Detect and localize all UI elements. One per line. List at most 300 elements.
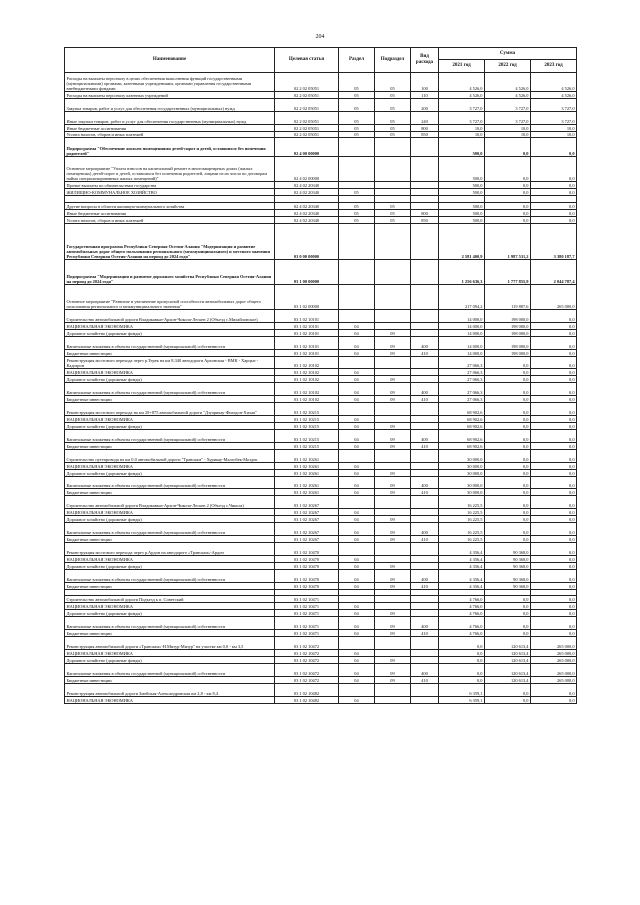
table-row bbox=[65, 202, 577, 209]
cell-2023: 0,0 bbox=[531, 336, 577, 349]
header-expense-type: Вид расхода bbox=[411, 48, 439, 73]
cell-2023: 265 000,0 bbox=[531, 663, 577, 676]
cell-2022: 90 368,0 bbox=[485, 562, 531, 569]
cell-2023: 0,0 bbox=[531, 416, 577, 423]
cell-2022: 3 727,0 bbox=[485, 111, 531, 124]
cell-2023: 4 526,0 bbox=[531, 91, 577, 98]
cell-subsection bbox=[375, 683, 411, 696]
cell-expense-type bbox=[411, 656, 439, 663]
cell-subsection bbox=[375, 449, 411, 462]
cell-name: НАЦИОНАЛЬНАЯ ЭКОНОМИКА bbox=[65, 369, 275, 376]
cell-expense-type bbox=[411, 416, 439, 423]
cell-2023: 0,0 bbox=[531, 523, 577, 536]
cell-2021 bbox=[439, 589, 485, 596]
cell-section bbox=[339, 683, 375, 696]
table-row bbox=[65, 663, 577, 676]
header-subsection: Подраздел bbox=[375, 48, 411, 73]
table-row bbox=[65, 285, 577, 310]
cell-section bbox=[339, 223, 375, 260]
cell-target-article: 03 1 02 10102 bbox=[275, 356, 339, 369]
cell-2022 bbox=[485, 195, 531, 202]
cell-2022: 0,0 bbox=[485, 469, 531, 476]
cell-name: Закупка товаров, работ и услуг для обеспечения государственных (муниципальных) нужд bbox=[65, 98, 275, 111]
table-row bbox=[65, 189, 577, 196]
cell-section bbox=[339, 285, 375, 310]
cell-expense-type: 850 bbox=[411, 216, 439, 223]
cell-2022: 4 526,0 bbox=[485, 73, 531, 92]
cell-2023: 265 000,0 bbox=[531, 637, 577, 650]
cell-2022: 0,0 bbox=[485, 383, 531, 396]
cell-section: 04 bbox=[339, 582, 375, 589]
cell-2021: 2 581 400,9 bbox=[439, 223, 485, 260]
cell-expense-type bbox=[411, 462, 439, 469]
cell-target-article: 03 1 02 10101 bbox=[275, 322, 339, 329]
cell-subsection bbox=[375, 189, 411, 196]
cell-section bbox=[339, 182, 375, 189]
cell-subsection bbox=[375, 637, 411, 650]
cell-name: Расходы на выплаты персоналу казенных учреждений bbox=[65, 91, 275, 98]
cell-2021: 4 766,0 bbox=[439, 630, 485, 637]
cell-target-article: 03 1 02 10215 bbox=[275, 423, 339, 430]
cell-2021: 10,0 bbox=[439, 131, 485, 138]
cell-2022: 0,0 bbox=[485, 442, 531, 449]
cell-2021: 4 356,4 bbox=[439, 542, 485, 555]
cell-2022: 0,0 bbox=[485, 182, 531, 189]
cell-name: Строительство автомобильной дороги Владикавказ-Архон-Чикола-Лескен 2 (Объезд с.Чикола) bbox=[65, 496, 275, 509]
cell-target-article: 03 1 02 10267 bbox=[275, 523, 339, 536]
cell-2021: 68 902,6 bbox=[439, 416, 485, 423]
cell-subsection bbox=[375, 195, 411, 202]
cell-2022: 198 000,0 bbox=[485, 329, 531, 336]
cell-expense-type bbox=[411, 189, 439, 196]
cell-2022: 0,0 bbox=[485, 429, 531, 442]
table-row bbox=[65, 396, 577, 403]
cell-section: 04 bbox=[339, 610, 375, 617]
cell-target-article: 03 1 02 10267 bbox=[275, 509, 339, 516]
cell-subsection bbox=[375, 223, 411, 260]
cell-2022: 0,0 bbox=[485, 523, 531, 536]
cell-2021: 27 066,3 bbox=[439, 383, 485, 396]
cell-expense-type bbox=[411, 696, 439, 703]
cell-target-article: 03 1 02 10471 bbox=[275, 596, 339, 603]
cell-section: 04 bbox=[339, 603, 375, 610]
cell-2021: 30 000,0 bbox=[439, 476, 485, 489]
cell-2023: 0,0 bbox=[531, 630, 577, 637]
cell-name: НАЦИОНАЛЬНАЯ ЭКОНОМИКА bbox=[65, 603, 275, 610]
cell-name: Реконструкция мостового перехода через р.Ардон на автодороге «Транскам»-Ардон bbox=[65, 542, 275, 555]
cell-2022: 120 613,4 bbox=[485, 676, 531, 683]
cell-target-article: 03 1 02 10261 bbox=[275, 469, 339, 476]
cell-expense-type: 410 bbox=[411, 396, 439, 403]
table-row bbox=[65, 322, 577, 329]
cell-expense-type bbox=[411, 329, 439, 336]
cell-expense-type bbox=[411, 603, 439, 610]
cell-subsection: 09 bbox=[375, 656, 411, 663]
cell-name: Строительство автомобильной дороги Подъезд к п. Советский bbox=[65, 596, 275, 603]
cell-section: 04 bbox=[339, 630, 375, 637]
cell-2022: 0,0 bbox=[485, 369, 531, 376]
cell-name: Бюджетные инвестиции bbox=[65, 676, 275, 683]
cell-2023: 0,0 bbox=[531, 376, 577, 383]
cell-2023: 0,0 bbox=[531, 322, 577, 329]
cell-2023: 0,0 bbox=[531, 555, 577, 562]
cell-target-article: 03 1 02 10470 bbox=[275, 542, 339, 555]
cell-subsection: 05 bbox=[375, 131, 411, 138]
cell-subsection: 09 bbox=[375, 476, 411, 489]
cell-section: 05 bbox=[339, 91, 375, 98]
cell-2023: 0,0 bbox=[531, 349, 577, 356]
cell-subsection: 09 bbox=[375, 569, 411, 582]
cell-2023: 0,0 bbox=[531, 536, 577, 543]
cell-name: Дорожное хозяйство (дорожные фонды) bbox=[65, 329, 275, 336]
cell-2022: 90 368,0 bbox=[485, 582, 531, 589]
table-row bbox=[65, 376, 577, 383]
table-row bbox=[65, 516, 577, 523]
cell-section bbox=[339, 596, 375, 603]
cell-target-article: 02 2 02 05051 bbox=[275, 131, 339, 138]
cell-expense-type bbox=[411, 182, 439, 189]
table-row bbox=[65, 429, 577, 442]
cell-expense-type bbox=[411, 516, 439, 523]
cell-2023: 0,0 bbox=[531, 610, 577, 617]
table-row bbox=[65, 216, 577, 223]
cell-expense-type bbox=[411, 285, 439, 310]
cell-2021: 500,0 bbox=[439, 216, 485, 223]
cell-2021: 14 000,0 bbox=[439, 309, 485, 322]
cell-section: 05 bbox=[339, 124, 375, 131]
cell-2021: 4 356,4 bbox=[439, 569, 485, 582]
cell-expense-type bbox=[411, 637, 439, 650]
cell-2023: 0,0 bbox=[531, 582, 577, 589]
cell-2023: 0,0 bbox=[531, 138, 577, 157]
cell-name: Государственная программа Республики Северная Осетия-Алания "Модернизация и развитие автомобильных дорог общего пользования регионального (межмуниципального) и местного значения Республики Северная Осетия-Алания на период до 2024 года" bbox=[65, 223, 275, 260]
cell-2022: 0,0 bbox=[485, 396, 531, 403]
cell-expense-type bbox=[411, 542, 439, 555]
cell-2022: 4 526,0 bbox=[485, 91, 531, 98]
cell-section bbox=[339, 403, 375, 416]
cell-subsection: 05 bbox=[375, 209, 411, 216]
cell-2022: 198 000,0 bbox=[485, 336, 531, 349]
cell-2023: 265 000,0 bbox=[531, 650, 577, 657]
cell-target-article: 02 4 00 00000 bbox=[275, 138, 339, 157]
cell-2021: 30 000,0 bbox=[439, 489, 485, 496]
cell-expense-type bbox=[411, 369, 439, 376]
cell-name: Капитальные вложения в объекты государственной (муниципальной) собственности bbox=[65, 383, 275, 396]
cell-name: Реконструкция автомобильной дороги «Транскам»-Н.Мизур-Мизур" на участке км 0,0 - км 3,5 bbox=[65, 637, 275, 650]
cell-target-article: 03 1 02 10215 bbox=[275, 403, 339, 416]
cell-target-article: 03 1 02 10470 bbox=[275, 562, 339, 569]
cell-2023: 0,0 bbox=[531, 182, 577, 189]
cell-subsection bbox=[375, 509, 411, 516]
cell-target-article: 03 1 02 10472 bbox=[275, 637, 339, 650]
cell-target-article: 03 1 02 10267 bbox=[275, 516, 339, 523]
cell-expense-type: 400 bbox=[411, 523, 439, 536]
cell-target-article: 03 1 02 10471 bbox=[275, 617, 339, 630]
header-year-2022: 2022 год bbox=[485, 60, 531, 73]
table-row bbox=[65, 637, 577, 650]
cell-2021: 16 225,5 bbox=[439, 516, 485, 523]
cell-2021: 217 094,2 bbox=[439, 285, 485, 310]
cell-expense-type bbox=[411, 322, 439, 329]
cell-target-article: 03 1 02 10101 bbox=[275, 309, 339, 322]
cell-2022: 119 887,6 bbox=[485, 285, 531, 310]
cell-name: Реконструкция мостового перехода на км 29+875 автомобильной дороги "Дзуарикау-Фиагдон-Хилак" bbox=[65, 403, 275, 416]
cell-2021: 14 000,0 bbox=[439, 322, 485, 329]
cell-2022: 0,0 bbox=[485, 630, 531, 637]
cell-subsection bbox=[375, 356, 411, 369]
cell-2023: 0,0 bbox=[531, 617, 577, 630]
cell-target-article: 03 1 02 10101 bbox=[275, 349, 339, 356]
table-row bbox=[65, 683, 577, 696]
cell-2023: 0,0 bbox=[531, 429, 577, 442]
cell-name: Дорожное хозяйство (дорожные фонды) bbox=[65, 562, 275, 569]
cell-2022: 0,0 bbox=[485, 462, 531, 469]
table-row bbox=[65, 403, 577, 416]
cell-2023: 0,0 bbox=[531, 569, 577, 582]
cell-section: 05 bbox=[339, 98, 375, 111]
cell-subsection bbox=[375, 650, 411, 657]
cell-2023: 265 000,0 bbox=[531, 676, 577, 683]
cell-2023: 0,0 bbox=[531, 489, 577, 496]
table-row bbox=[65, 336, 577, 349]
cell-expense-type: 200 bbox=[411, 98, 439, 111]
cell-2022: 90 368,0 bbox=[485, 569, 531, 582]
cell-name: Дорожное хозяйство (дорожные фонды) bbox=[65, 610, 275, 617]
cell-expense-type: 800 bbox=[411, 124, 439, 131]
cell-subsection bbox=[375, 696, 411, 703]
table-row bbox=[65, 509, 577, 516]
cell-subsection: 09 bbox=[375, 423, 411, 430]
cell-target-article: 03 1 02 10102 bbox=[275, 383, 339, 396]
cell-section: 04 bbox=[339, 523, 375, 536]
cell-2021: 30 000,0 bbox=[439, 469, 485, 476]
cell-2021: 3 727,0 bbox=[439, 98, 485, 111]
cell-expense-type bbox=[411, 260, 439, 285]
cell-name: Бюджетные инвестиции bbox=[65, 489, 275, 496]
cell-section: 04 bbox=[339, 569, 375, 582]
cell-2021: 30 000,0 bbox=[439, 462, 485, 469]
cell-section: 04 bbox=[339, 696, 375, 703]
cell-target-article: 03 0 00 00000 bbox=[275, 223, 339, 260]
cell-name: Основное мероприятие "Развитие и увеличение пропускной способности автомобильных дорог общего пользования регионального и межмуниципального значения" bbox=[65, 285, 275, 310]
cell-target-article: 03 1 02 10267 bbox=[275, 536, 339, 543]
table-row bbox=[65, 449, 577, 462]
cell-2023 bbox=[531, 195, 577, 202]
cell-section: 04 bbox=[339, 369, 375, 376]
cell-target-article: 03 1 00 00000 bbox=[275, 260, 339, 285]
cell-section: 04 bbox=[339, 656, 375, 663]
cell-target-article: 03 1 02 10102 bbox=[275, 369, 339, 376]
cell-subsection bbox=[375, 403, 411, 416]
cell-name: Иные закупки товаров, работ и услуг для обеспечения государственных (муниципальных) нужд bbox=[65, 111, 275, 124]
cell-section: 05 bbox=[339, 216, 375, 223]
cell-target-article: 02 2 02 05051 bbox=[275, 73, 339, 92]
table-row bbox=[65, 91, 577, 98]
cell-2022: 1 777 855,9 bbox=[485, 260, 531, 285]
cell-2021: 68 902,6 bbox=[439, 442, 485, 449]
cell-2021: 500,0 bbox=[439, 209, 485, 216]
table-row bbox=[65, 131, 577, 138]
header-year-2023: 2023 год bbox=[531, 60, 577, 73]
cell-2022: 0,0 bbox=[485, 416, 531, 423]
cell-section bbox=[339, 449, 375, 462]
cell-name: Дорожное хозяйство (дорожные фонды) bbox=[65, 376, 275, 383]
table-row bbox=[65, 489, 577, 496]
cell-expense-type bbox=[411, 555, 439, 562]
table-row bbox=[65, 423, 577, 430]
cell-target-article: 03 1 02 10102 bbox=[275, 396, 339, 403]
cell-target-article: 03 1 02 10215 bbox=[275, 429, 339, 442]
table-row bbox=[65, 182, 577, 189]
cell-subsection: 09 bbox=[375, 489, 411, 496]
cell-expense-type bbox=[411, 562, 439, 569]
cell-2023: 0,0 bbox=[531, 403, 577, 416]
cell-name: Подпрограмма "Модернизация и развитие дорожного хозяйства Республики Северная Осетия-Алания на период до 2024 года" bbox=[65, 260, 275, 285]
table-row bbox=[65, 223, 577, 260]
cell-section: 04 bbox=[339, 536, 375, 543]
table-row bbox=[65, 610, 577, 617]
cell-2021: 3 727,0 bbox=[439, 111, 485, 124]
cell-2022: 0,0 bbox=[485, 376, 531, 383]
cell-2023: 265 000,0 bbox=[531, 656, 577, 663]
cell-expense-type bbox=[411, 496, 439, 509]
cell-2021: 4 526,0 bbox=[439, 73, 485, 92]
cell-subsection bbox=[375, 182, 411, 189]
cell-name: Бюджетные инвестиции bbox=[65, 582, 275, 589]
cell-2021: 4 766,0 bbox=[439, 610, 485, 617]
cell-2021: 14 000,0 bbox=[439, 349, 485, 356]
cell-name: Капитальные вложения в объекты государственной (муниципальной) собственности bbox=[65, 476, 275, 489]
cell-name: Дорожное хозяйство (дорожные фонды) bbox=[65, 423, 275, 430]
cell-2022: 0,0 bbox=[485, 209, 531, 216]
cell-name: Капитальные вложения в объекты государственной (муниципальной) собственности bbox=[65, 429, 275, 442]
cell-subsection: 09 bbox=[375, 429, 411, 442]
cell-subsection bbox=[375, 285, 411, 310]
cell-name: Подпрограмма "Обеспечение жильем помещениями детей-сирот и детей, оставшихся без попечения родителей" bbox=[65, 138, 275, 157]
cell-name: Уплата налогов, сборов и иных платежей bbox=[65, 131, 275, 138]
table-row bbox=[65, 98, 577, 111]
cell-target-article: 03 1 02 10267 bbox=[275, 496, 339, 509]
cell-2023: 0,0 bbox=[531, 562, 577, 569]
cell-2022: 0,0 bbox=[485, 603, 531, 610]
cell-2022: 120 613,4 bbox=[485, 656, 531, 663]
cell-2023: 0,0 bbox=[531, 496, 577, 509]
cell-subsection bbox=[375, 157, 411, 182]
cell-section: 04 bbox=[339, 617, 375, 630]
table-row bbox=[65, 138, 577, 157]
cell-target-article: 02 4 02 20340 bbox=[275, 216, 339, 223]
cell-expense-type bbox=[411, 650, 439, 657]
cell-2023: 0,0 bbox=[531, 516, 577, 523]
cell-target-article: 02 2 02 05051 bbox=[275, 91, 339, 98]
cell-section: 05 bbox=[339, 111, 375, 124]
cell-name: Бюджетные инвестиции bbox=[65, 536, 275, 543]
page-number: 204 bbox=[315, 34, 325, 40]
cell-2023: 4 526,0 bbox=[531, 73, 577, 92]
cell-2021 bbox=[439, 195, 485, 202]
table-row bbox=[65, 569, 577, 582]
cell-expense-type: 800 bbox=[411, 209, 439, 216]
cell-target-article: 03 1 02 10261 bbox=[275, 449, 339, 462]
cell-subsection bbox=[375, 596, 411, 603]
cell-expense-type bbox=[411, 309, 439, 322]
budget-table bbox=[64, 47, 577, 704]
cell-2022: 0,0 bbox=[485, 617, 531, 630]
cell-subsection: 09 bbox=[375, 676, 411, 683]
cell-section: 04 bbox=[339, 429, 375, 442]
cell-section: 04 bbox=[339, 562, 375, 569]
cell-expense-type bbox=[411, 223, 439, 260]
table-row bbox=[65, 656, 577, 663]
cell-2022: 198 000,0 bbox=[485, 349, 531, 356]
cell-2021: 4 356,4 bbox=[439, 582, 485, 589]
cell-expense-type: 100 bbox=[411, 73, 439, 92]
cell-target-article: 03 1 02 10472 bbox=[275, 650, 339, 657]
cell-2021: 500,0 bbox=[439, 157, 485, 182]
cell-subsection bbox=[375, 138, 411, 157]
cell-expense-type bbox=[411, 589, 439, 596]
cell-2021: 16 225,5 bbox=[439, 496, 485, 509]
cell-subsection: 09 bbox=[375, 617, 411, 630]
cell-subsection: 09 bbox=[375, 336, 411, 349]
cell-target-article: 03 1 02 10470 bbox=[275, 569, 339, 582]
cell-subsection: 09 bbox=[375, 329, 411, 336]
cell-name bbox=[65, 195, 275, 202]
cell-expense-type: 410 bbox=[411, 582, 439, 589]
cell-name: Иные бюджетные ассигнования bbox=[65, 124, 275, 131]
table-row bbox=[65, 462, 577, 469]
cell-2022: 0,0 bbox=[485, 356, 531, 369]
cell-expense-type bbox=[411, 157, 439, 182]
cell-target-article: 02 4 02 00000 bbox=[275, 157, 339, 182]
table-row bbox=[65, 309, 577, 322]
cell-2021: 0,0 bbox=[439, 637, 485, 650]
cell-2022: 0,0 bbox=[485, 596, 531, 603]
cell-subsection bbox=[375, 369, 411, 376]
cell-2023: 0,0 bbox=[531, 329, 577, 336]
cell-target-article: 03 1 02 10471 bbox=[275, 603, 339, 610]
cell-2022: 3 727,0 bbox=[485, 98, 531, 111]
cell-2022: 0,0 bbox=[485, 403, 531, 416]
cell-section bbox=[339, 542, 375, 555]
cell-2021: 0,0 bbox=[439, 656, 485, 663]
table-row bbox=[65, 596, 577, 603]
cell-expense-type: 410 bbox=[411, 489, 439, 496]
cell-2021: 1 256 636,3 bbox=[439, 260, 485, 285]
table-row bbox=[65, 383, 577, 396]
cell-name: Реконструкция мостового перехода через р.Терек на км 8,340 автодороги Архонская - ВМК - Харцыз - Кадгарон bbox=[65, 356, 275, 369]
cell-2022: 0,0 bbox=[485, 683, 531, 696]
table-row bbox=[65, 630, 577, 637]
cell-expense-type: 400 bbox=[411, 383, 439, 396]
cell-name bbox=[65, 589, 275, 596]
cell-subsection: 09 bbox=[375, 516, 411, 523]
cell-section: 05 bbox=[339, 202, 375, 209]
cell-section bbox=[339, 157, 375, 182]
cell-target-article: 02 4 02 20340 bbox=[275, 202, 339, 209]
cell-subsection bbox=[375, 309, 411, 322]
cell-section bbox=[339, 309, 375, 322]
cell-name: НАЦИОНАЛЬНАЯ ЭКОНОМИКА bbox=[65, 650, 275, 657]
cell-2023: 3 727,0 bbox=[531, 111, 577, 124]
cell-name: Капитальные вложения в объекты государственной (муниципальной) собственности bbox=[65, 336, 275, 349]
cell-section: 04 bbox=[339, 396, 375, 403]
cell-target-article: 03 1 02 10470 bbox=[275, 555, 339, 562]
table-row bbox=[65, 157, 577, 182]
cell-subsection bbox=[375, 322, 411, 329]
cell-2023: 0,0 bbox=[531, 356, 577, 369]
cell-expense-type bbox=[411, 596, 439, 603]
